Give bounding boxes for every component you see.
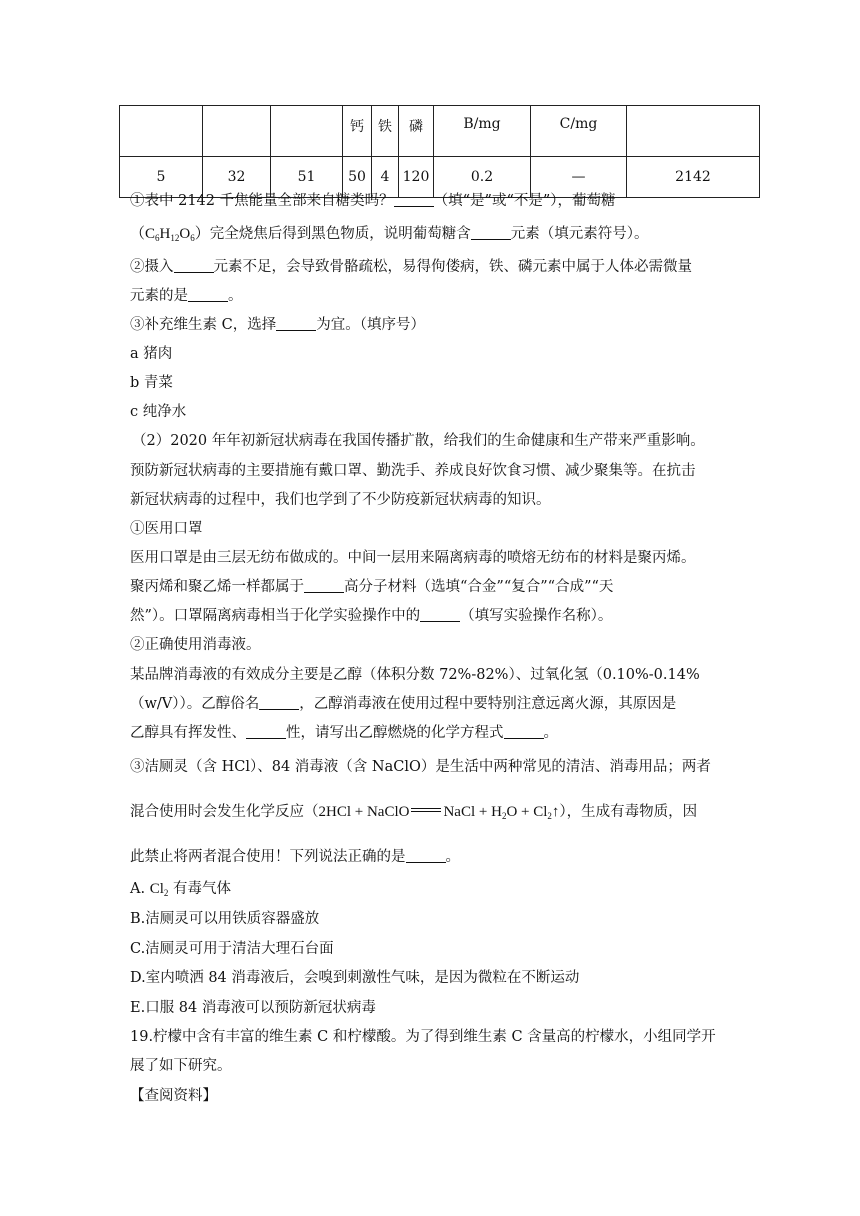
table-cell: 32 (203, 157, 271, 198)
table-cell: 51 (271, 157, 343, 198)
table-cell: 磷 (399, 106, 434, 157)
text-span: A. (130, 881, 150, 897)
text-line (130, 577, 613, 597)
table-cell: 铁 (372, 106, 399, 157)
text-span: ，乙醇消毒液在使用过程中要特别注意远离火源，其原因是 (299, 696, 677, 712)
text-line: 展了如下研究。 (130, 1058, 232, 1074)
text-span: 2HCl + NaClO (318, 804, 410, 820)
option-c: c 纯净水 (130, 404, 187, 420)
text-span: 。 (228, 288, 243, 304)
text-span: 此禁止将两者混合使用！下列说法正确的是 (130, 849, 406, 865)
text-span: （ (130, 226, 146, 242)
text-line: 预防新冠状病毒的主要措施有戴口罩、勤洗手、养成良好饮食习惯、减少聚集等。在抗击 (130, 463, 696, 479)
text-line (130, 315, 425, 335)
text-span: 元素（填元素符号）。 (510, 226, 649, 242)
answer-blank (276, 316, 316, 331)
text-line (130, 224, 648, 244)
text-span: ） (194, 226, 210, 242)
text-line: 某品牌消毒液的有效成分主要是乙醇（体积分数 72%-82%）、过氧化氢（0.10%-0.14% (130, 667, 700, 683)
table-cell (203, 106, 271, 157)
table-cell: B/mg (434, 106, 531, 157)
text-span: 。 (445, 849, 460, 865)
text-line (130, 257, 692, 277)
answer-blank (394, 192, 434, 207)
text-span: 混合使用时会发生化学反应（ (130, 804, 319, 820)
option-e: E.口服 84 消毒液可以预防新冠状病毒 (130, 1000, 376, 1016)
option-b: B.洁厕灵可以用铁质容器盛放 (130, 911, 320, 927)
table-cell: 50 (343, 157, 372, 198)
text-line: 医用口罩是由三层无纺布做成的。中间一层用来隔离病毒的喷熔无纺布的材料是聚丙烯。 (130, 550, 696, 566)
table-cell (271, 106, 343, 157)
table-cell: C/mg (531, 106, 627, 157)
text-span: 元素的是 (130, 288, 188, 304)
text-span: 高分子材料（选填“合金”“复合”“合成”“天 (344, 579, 614, 595)
answer-blank (259, 695, 299, 710)
text-span: （w/V））。乙醇俗名 (130, 696, 260, 712)
text-span: （填写实验操作名称）。 (460, 608, 613, 624)
text-span: ②摄入 (130, 259, 174, 275)
text-span: （填“是”或“不是”），葡萄糖 (433, 193, 616, 209)
answer-blank (304, 578, 344, 593)
text-span: ），生成有毒物质，因 (559, 804, 698, 820)
table-cell: 120 (399, 157, 434, 198)
table-cell: 2142 (627, 157, 760, 198)
text-span: O + Cl (506, 804, 548, 820)
option-c: C.洁厕灵可用于清洁大理石台面 (130, 941, 334, 957)
text-line (130, 802, 697, 822)
text-span: ③补充维生素 C，选择 (130, 317, 277, 333)
answer-blank (246, 724, 286, 739)
text-span: ①表中 2142 千焦能量全部来自糖类吗？ (130, 193, 394, 209)
table-row (120, 106, 760, 157)
text-span: 然”）。口罩隔离病毒相当于化学实验操作中的 (130, 608, 421, 624)
text-line (130, 694, 676, 714)
text-line: 新冠状病毒的过程中，我们也学到了不少防疫新冠状病毒的知识。 (130, 492, 551, 508)
gas-arrow-icon: ↑ (551, 804, 560, 820)
text-line: 19.柠檬中含有丰富的维生素 C 和柠檬酸。为了得到维生素 C 含量高的柠檬水，小组同学开 (130, 1029, 716, 1045)
glucose-formula: $(C_6H_{12}O_6)$ (130, 226, 210, 243)
text-span: 。 (543, 725, 558, 741)
answer-blank (420, 607, 460, 622)
text-line (130, 847, 460, 867)
text-span: 乙醇具有挥发性、 (130, 725, 246, 741)
option-a (130, 879, 231, 899)
text-span: 完全烧焦后得到黑色物质，说明葡萄糖含 (209, 226, 471, 242)
table-cell: 4 (372, 157, 399, 198)
nutrition-table (119, 105, 760, 198)
answer-blank (188, 287, 228, 302)
text-span: 元素不足，会导致骨骼疏松，易得佝偻病，铁、磷元素中属于人体必需微量 (213, 259, 692, 275)
text-span: 聚丙烯和聚乙烯一样都属于 (130, 579, 304, 595)
text-span: 为宜。（填序号） (316, 317, 425, 333)
table-cell: — (531, 157, 627, 198)
text-span: NaCl + H (443, 804, 502, 820)
answer-blank (406, 848, 446, 863)
option-a: a 猪肉 (130, 346, 173, 362)
chlorine-formula: $Cl_2$ (149, 881, 169, 898)
table-cell (120, 106, 203, 157)
text-line: （2）2020 年年初新冠状病毒在我国传播扩散，给我们的生命健康和生产带来严重影响。 (132, 433, 705, 449)
equals-sign (411, 808, 441, 812)
table-cell (627, 106, 760, 157)
answer-blank (174, 258, 214, 273)
text-line: ②正确使用消毒液。 (130, 637, 261, 653)
text-line: ③洁厕灵（含 HCl）、84 消毒液（含 NaClO）是生活中两种常见的清洁、消毒用品；两者 (130, 759, 711, 775)
text-line (130, 723, 558, 743)
reaction-equation: 2HCl + NaClO NaCl + $H_2O$ + $Cl_2↑$ (318, 804, 560, 821)
text-line (130, 606, 612, 626)
answer-blank (504, 724, 544, 739)
section-heading: 【查阅资料】 (130, 1088, 217, 1104)
table-cell: 0.2 (434, 157, 531, 198)
text-span: 性，请写出乙醇燃烧的化学方程式 (286, 725, 504, 741)
option-b: b 青菜 (130, 375, 173, 391)
text-line (130, 191, 616, 211)
text-line (130, 286, 243, 306)
answer-blank (471, 225, 511, 240)
text-line: ①医用口罩 (130, 521, 203, 537)
table-cell: 5 (120, 157, 203, 198)
option-d: D.室内喷洒 84 消毒液后，会嗅到刺激性气味，是因为微粒在不断运动 (130, 970, 580, 986)
table-cell: 钙 (343, 106, 372, 157)
text-span: 有毒气体 (168, 881, 231, 897)
text-span: Cl (149, 881, 164, 897)
